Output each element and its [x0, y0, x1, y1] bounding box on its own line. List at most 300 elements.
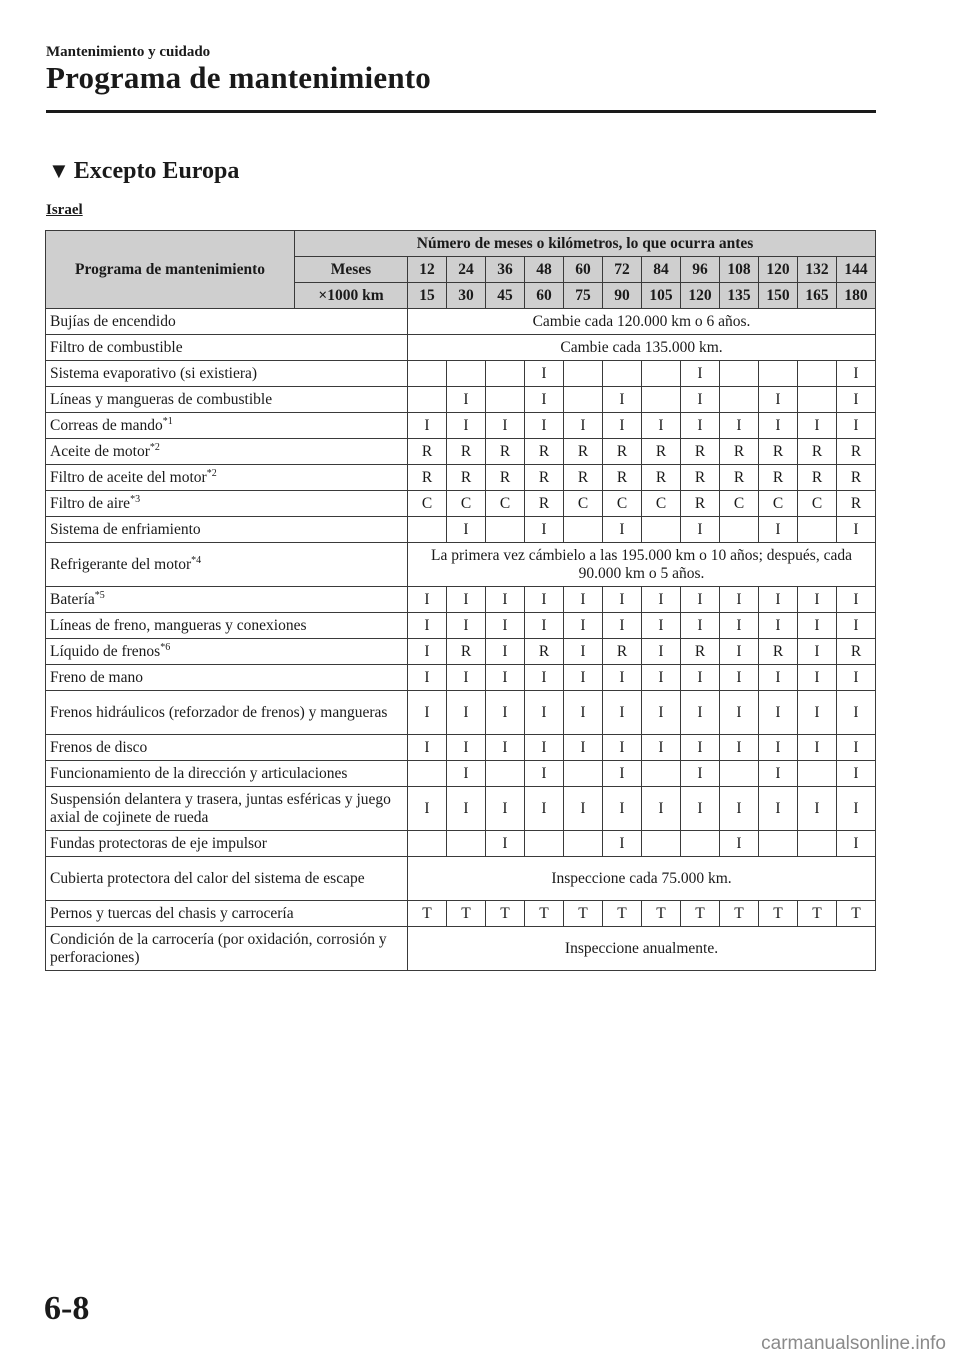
schedule-cell: T [720, 901, 759, 927]
table-row [46, 543, 876, 587]
schedule-cell: R [798, 465, 837, 491]
schedule-cell: R [837, 465, 876, 491]
schedule-cell: I [720, 613, 759, 639]
schedule-cell: R [447, 465, 486, 491]
schedule-cell: R [837, 639, 876, 665]
maintenance-item [46, 831, 408, 857]
schedule-cell [408, 761, 447, 787]
table-row [46, 735, 876, 761]
month-header: 132 [798, 257, 837, 283]
schedule-cell: I [486, 691, 525, 735]
maintenance-schedule-table [45, 230, 876, 971]
schedule-cell [798, 387, 837, 413]
schedule-cell: I [486, 735, 525, 761]
schedule-cell [720, 761, 759, 787]
schedule-cell: I [447, 587, 486, 613]
schedule-cell: C [798, 491, 837, 517]
maintenance-item [46, 665, 408, 691]
schedule-cell: R [681, 439, 720, 465]
item-label: Frenos hidráulicos (reforzador de frenos) y mangueras [50, 703, 388, 721]
schedule-cell [642, 387, 681, 413]
schedule-cell [408, 387, 447, 413]
schedule-cell: C [642, 491, 681, 517]
schedule-cell: R [525, 491, 564, 517]
schedule-cell: C [759, 491, 798, 517]
schedule-cell: I [681, 665, 720, 691]
schedule-cell: I [408, 587, 447, 613]
schedule-cell: I [564, 787, 603, 831]
schedule-cell: I [603, 761, 642, 787]
schedule-cell [681, 831, 720, 857]
schedule-cell: I [759, 587, 798, 613]
interval-note: La primera vez cámbielo a las 195.000 km o 10 años; después, cada 90.000 km o 5 años. [408, 543, 876, 587]
schedule-cell: T [681, 901, 720, 927]
schedule-cell [759, 361, 798, 387]
schedule-cell: I [798, 639, 837, 665]
schedule-cell: I [486, 613, 525, 639]
schedule-cell: T [837, 901, 876, 927]
schedule-cell: I [447, 735, 486, 761]
schedule-cell: I [759, 413, 798, 439]
schedule-cell: I [486, 665, 525, 691]
table-row [46, 613, 876, 639]
schedule-cell: I [642, 691, 681, 735]
schedule-cell: I [525, 613, 564, 639]
schedule-cell: R [681, 491, 720, 517]
interval-note: Cambie cada 120.000 km o 6 años. [408, 309, 876, 335]
table-row [46, 361, 876, 387]
schedule-cell: I [447, 413, 486, 439]
km-header: 45 [486, 283, 525, 309]
maintenance-item [46, 735, 408, 761]
km-header: 75 [564, 283, 603, 309]
item-label: Pernos y tuercas del chasis y carrocería [50, 904, 294, 922]
maintenance-item [46, 901, 408, 927]
table-row [46, 465, 876, 491]
schedule-cell: I [447, 691, 486, 735]
schedule-cell: R [798, 439, 837, 465]
schedule-cell: I [759, 517, 798, 543]
schedule-cell: I [837, 517, 876, 543]
maintenance-item [46, 587, 408, 613]
schedule-cell: R [837, 491, 876, 517]
month-header: 12 [408, 257, 447, 283]
item-label: Funcionamiento de la dirección y articulaciones [50, 764, 348, 782]
month-header: 48 [525, 257, 564, 283]
schedule-cell: I [603, 517, 642, 543]
maintenance-item [46, 387, 408, 413]
schedule-cell: I [720, 787, 759, 831]
schedule-cell [447, 361, 486, 387]
schedule-cell: I [642, 735, 681, 761]
item-label: Frenos de disco [50, 738, 148, 756]
month-header: 60 [564, 257, 603, 283]
schedule-cell [408, 517, 447, 543]
schedule-cell: R [603, 465, 642, 491]
schedule-cell [798, 517, 837, 543]
table-row [46, 439, 876, 465]
schedule-cell [564, 831, 603, 857]
schedule-cell: I [408, 613, 447, 639]
item-label: Fundas protectoras de eje impulsor [50, 834, 267, 852]
item-label: Filtro de aire [50, 494, 131, 512]
schedule-cell: I [681, 361, 720, 387]
schedule-cell [798, 831, 837, 857]
schedule-cell: I [603, 831, 642, 857]
schedule-cell: I [486, 831, 525, 857]
section-label: Mantenimiento y cuidado [46, 44, 211, 60]
footnote-ref: *3 [130, 493, 141, 505]
km-label: ×1000 km [295, 283, 408, 309]
schedule-cell: I [408, 787, 447, 831]
maintenance-item [46, 335, 408, 361]
schedule-cell: I [564, 613, 603, 639]
month-header: 120 [759, 257, 798, 283]
schedule-cell [486, 387, 525, 413]
schedule-cell: I [642, 587, 681, 613]
schedule-cell: I [759, 691, 798, 735]
schedule-cell [486, 517, 525, 543]
schedule-cell: I [603, 665, 642, 691]
item-label: Líquido de frenos [50, 642, 161, 660]
schedule-cell [642, 361, 681, 387]
schedule-cell: T [642, 901, 681, 927]
table-row [46, 927, 876, 971]
schedule-cell: I [408, 735, 447, 761]
table-row [46, 491, 876, 517]
maintenance-item [46, 413, 408, 439]
schedule-cell [525, 831, 564, 857]
schedule-cell: I [837, 613, 876, 639]
schedule-cell: R [486, 465, 525, 491]
table-row [46, 413, 876, 439]
schedule-cell: I [837, 761, 876, 787]
schedule-cell: I [720, 831, 759, 857]
schedule-cell: I [447, 665, 486, 691]
schedule-cell: I [525, 587, 564, 613]
schedule-cell: I [759, 761, 798, 787]
month-header: 96 [681, 257, 720, 283]
schedule-cell: I [525, 361, 564, 387]
maintenance-item [46, 465, 408, 491]
schedule-cell: I [564, 665, 603, 691]
region-label: Israel [46, 202, 83, 218]
schedule-cell: I [837, 691, 876, 735]
schedule-cell: I [486, 587, 525, 613]
schedule-cell: I [564, 735, 603, 761]
schedule-cell: I [447, 787, 486, 831]
item-label: Correas de mando [50, 416, 163, 434]
schedule-cell [642, 517, 681, 543]
schedule-cell: C [447, 491, 486, 517]
item-label: Batería [50, 590, 95, 608]
schedule-cell: I [603, 587, 642, 613]
schedule-cell: I [486, 413, 525, 439]
schedule-cell: C [603, 491, 642, 517]
table-row [46, 857, 876, 901]
schedule-cell: R [681, 639, 720, 665]
schedule-cell: I [681, 761, 720, 787]
schedule-cell: I [603, 413, 642, 439]
schedule-cell [759, 831, 798, 857]
schedule-cell: I [837, 413, 876, 439]
schedule-cell: I [720, 735, 759, 761]
schedule-cell [798, 761, 837, 787]
schedule-cell: I [798, 735, 837, 761]
maintenance-item [46, 439, 408, 465]
schedule-cell: I [642, 787, 681, 831]
schedule-cell [564, 761, 603, 787]
table-row [46, 901, 876, 927]
schedule-cell: T [759, 901, 798, 927]
schedule-cell [564, 387, 603, 413]
month-header: 36 [486, 257, 525, 283]
schedule-cell: I [525, 691, 564, 735]
schedule-cell [486, 761, 525, 787]
schedule-cell: I [408, 639, 447, 665]
schedule-cell: R [759, 439, 798, 465]
schedule-cell: I [447, 761, 486, 787]
schedule-cell: I [837, 387, 876, 413]
schedule-cell: I [720, 413, 759, 439]
month-header: 108 [720, 257, 759, 283]
schedule-cell: I [486, 787, 525, 831]
schedule-cell: I [681, 587, 720, 613]
table-row [46, 387, 876, 413]
table-row [46, 517, 876, 543]
footnote-ref: *2 [149, 441, 160, 453]
maintenance-item [46, 309, 408, 335]
schedule-cell: I [447, 387, 486, 413]
schedule-cell: I [525, 517, 564, 543]
schedule-cell: I [681, 413, 720, 439]
schedule-cell: R [603, 639, 642, 665]
schedule-cell: R [642, 465, 681, 491]
schedule-cell: C [720, 491, 759, 517]
schedule-cell: R [408, 465, 447, 491]
schedule-cell: I [408, 691, 447, 735]
km-header: 60 [525, 283, 564, 309]
schedule-cell: R [447, 439, 486, 465]
schedule-cell: R [525, 439, 564, 465]
footnote-ref: *2 [206, 467, 217, 479]
schedule-cell: R [525, 639, 564, 665]
schedule-cell: I [603, 735, 642, 761]
schedule-cell: T [525, 901, 564, 927]
schedule-cell: T [408, 901, 447, 927]
subsection-heading [48, 158, 239, 185]
schedule-cell: I [759, 387, 798, 413]
schedule-cell: I [642, 639, 681, 665]
schedule-cell: C [408, 491, 447, 517]
schedule-cell: I [525, 413, 564, 439]
schedule-cell: I [798, 587, 837, 613]
table-row [46, 335, 876, 361]
schedule-cell: I [603, 613, 642, 639]
footnote-ref: *4 [191, 554, 202, 566]
schedule-cell [720, 361, 759, 387]
schedule-cell: I [720, 665, 759, 691]
maintenance-item [46, 543, 408, 587]
schedule-cell [798, 361, 837, 387]
km-header: 180 [837, 283, 876, 309]
table-row [46, 309, 876, 335]
schedule-cell: R [759, 639, 798, 665]
schedule-cell: I [759, 665, 798, 691]
schedule-cell: I [798, 613, 837, 639]
schedule-cell: I [681, 735, 720, 761]
month-header: 24 [447, 257, 486, 283]
km-header: 90 [603, 283, 642, 309]
item-label: Filtro de combustible [50, 338, 183, 356]
item-label: Suspensión delantera y trasera, juntas esféricas y juego axial de cojinete de rueda [50, 790, 391, 826]
schedule-cell: I [720, 587, 759, 613]
schedule-cell: R [603, 439, 642, 465]
schedule-cell: R [837, 439, 876, 465]
item-label: Refrigerante del motor [50, 555, 192, 573]
schedule-cell: R [681, 465, 720, 491]
item-label: Condición de la carrocería (por oxidación, corrosión y perforaciones) [50, 930, 387, 966]
schedule-cell [564, 361, 603, 387]
maintenance-item [46, 361, 408, 387]
schedule-cell: I [642, 665, 681, 691]
interval-note: Inspeccione cada 75.000 km. [408, 857, 876, 901]
maintenance-item [46, 613, 408, 639]
schedule-cell [642, 761, 681, 787]
schedule-cell: I [681, 387, 720, 413]
schedule-cell: C [564, 491, 603, 517]
schedule-cell: R [525, 465, 564, 491]
page-title: Programa de mantenimiento [46, 60, 431, 95]
schedule-cell: I [603, 787, 642, 831]
schedule-cell: T [798, 901, 837, 927]
table-row [46, 831, 876, 857]
schedule-cell: I [798, 691, 837, 735]
table-row [46, 787, 876, 831]
maintenance-item [46, 691, 408, 735]
months-label: Meses [295, 257, 408, 283]
schedule-cell: R [447, 639, 486, 665]
km-header: 120 [681, 283, 720, 309]
km-header: 150 [759, 283, 798, 309]
table-row [46, 639, 876, 665]
schedule-cell: R [759, 465, 798, 491]
km-header: 15 [408, 283, 447, 309]
page-number: 6-8 [44, 1290, 90, 1327]
schedule-cell: R [720, 465, 759, 491]
maintenance-item [46, 761, 408, 787]
title-rule [46, 110, 876, 113]
schedule-cell: T [603, 901, 642, 927]
schedule-cell: I [564, 413, 603, 439]
schedule-cell [642, 831, 681, 857]
schedule-cell: I [564, 691, 603, 735]
schedule-cell [408, 361, 447, 387]
schedule-cell: I [564, 587, 603, 613]
schedule-cell: I [642, 413, 681, 439]
schedule-cell: I [798, 665, 837, 691]
maintenance-item [46, 927, 408, 971]
table-row [46, 691, 876, 735]
month-header: 144 [837, 257, 876, 283]
maintenance-item [46, 517, 408, 543]
schedule-cell: I [837, 787, 876, 831]
schedule-cell: I [681, 691, 720, 735]
maintenance-item [46, 857, 408, 901]
schedule-cell: I [681, 787, 720, 831]
schedule-cell: R [564, 439, 603, 465]
table-row [46, 587, 876, 613]
schedule-cell [486, 361, 525, 387]
month-header: 72 [603, 257, 642, 283]
schedule-cell: I [837, 587, 876, 613]
subsection-title: Excepto Europa [73, 158, 240, 184]
schedule-cell: T [564, 901, 603, 927]
footnote-ref: *5 [94, 589, 105, 601]
km-header: 165 [798, 283, 837, 309]
schedule-cell: R [408, 439, 447, 465]
schedule-cell: I [486, 639, 525, 665]
schedule-cell: I [720, 639, 759, 665]
schedule-cell: I [408, 665, 447, 691]
item-label: Freno de mano [50, 668, 143, 686]
schedule-cell: I [603, 387, 642, 413]
interval-note: Cambie cada 135.000 km. [408, 335, 876, 361]
item-label: Sistema evaporativo (si existiera) [50, 364, 258, 382]
schedule-cell: T [447, 901, 486, 927]
schedule-cell: I [447, 517, 486, 543]
schedule-cell: I [720, 691, 759, 735]
item-label: Líneas de freno, mangueras y conexiones [50, 616, 307, 634]
schedule-cell: T [486, 901, 525, 927]
schedule-cell [720, 517, 759, 543]
footnote-ref: *6 [160, 641, 171, 653]
schedule-cell: I [798, 413, 837, 439]
schedule-cell: I [759, 613, 798, 639]
triangle-down-icon: ▼ [48, 158, 70, 183]
interval-heading: Número de meses o kilómetros, lo que ocurra antes [295, 231, 876, 257]
table-corner-label: Programa de mantenimiento [46, 231, 295, 309]
month-header: 84 [642, 257, 681, 283]
schedule-cell [447, 831, 486, 857]
schedule-cell [720, 387, 759, 413]
schedule-cell [564, 517, 603, 543]
schedule-cell [603, 361, 642, 387]
item-label: Sistema de enfriamiento [50, 520, 201, 538]
schedule-cell: R [642, 439, 681, 465]
schedule-cell: I [837, 361, 876, 387]
footnote-ref: *1 [162, 415, 173, 427]
schedule-cell: I [681, 613, 720, 639]
schedule-cell: I [525, 387, 564, 413]
schedule-cell: I [759, 735, 798, 761]
schedule-cell: I [642, 613, 681, 639]
schedule-cell: I [525, 761, 564, 787]
table-row [46, 761, 876, 787]
table-row [46, 665, 876, 691]
item-label: Bujías de encendido [50, 312, 176, 330]
schedule-cell: I [525, 787, 564, 831]
schedule-cell: I [603, 691, 642, 735]
schedule-cell: I [837, 735, 876, 761]
schedule-cell: C [486, 491, 525, 517]
schedule-cell: I [681, 517, 720, 543]
schedule-cell: I [525, 735, 564, 761]
schedule-cell: I [408, 413, 447, 439]
km-header: 30 [447, 283, 486, 309]
watermark: carmanualsonline.info [761, 1333, 946, 1354]
schedule-cell: I [798, 787, 837, 831]
